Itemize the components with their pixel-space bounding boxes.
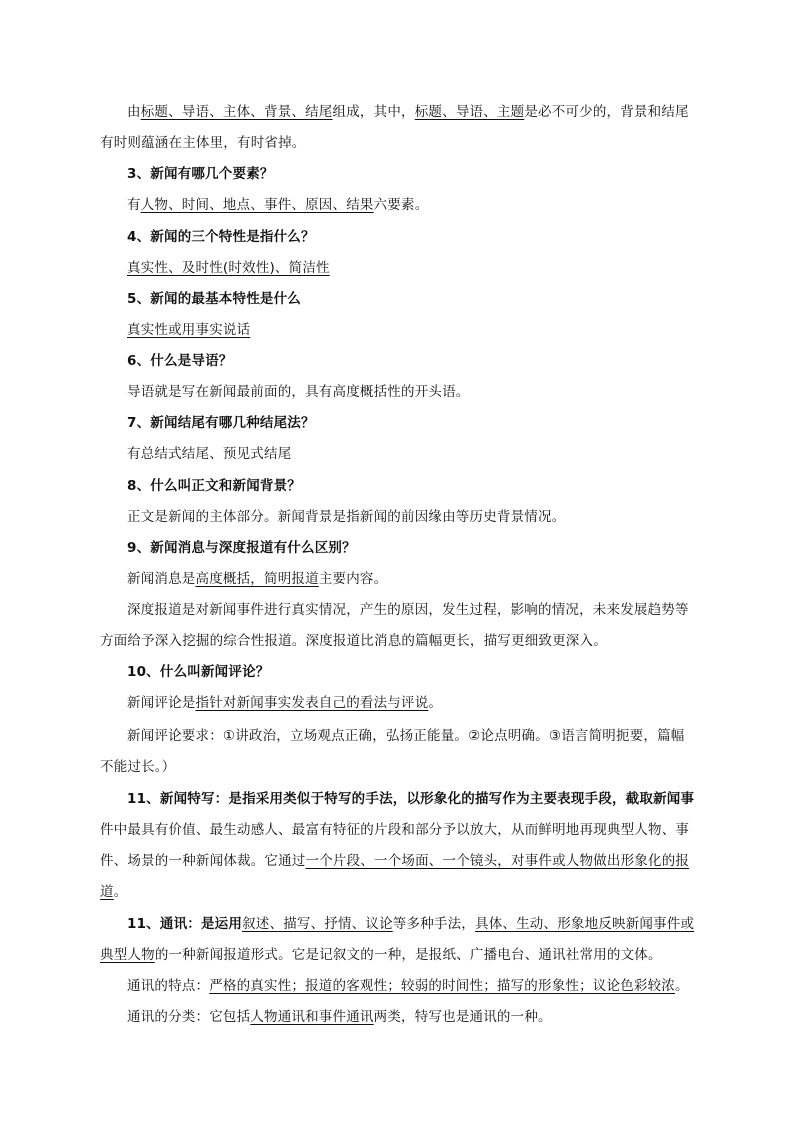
question-heading: 5、新闻的最基本特性是什么 [127, 291, 301, 307]
underlined-text: 标题、导语、主体、背景、结尾 [140, 104, 333, 120]
answer-line: 方面给予深入挖掘的综合性报道。深度报道比消息的篇幅更长，描写更细致更深入。 [100, 633, 607, 649]
underlined-text: 标题、导语、主题 [414, 104, 525, 120]
text-span: 组成，其中， [332, 104, 415, 120]
question-heading: 3、新闻有哪几个要素？ [127, 166, 274, 182]
text-span: 。 [428, 695, 443, 711]
paragraph-line [100, 851, 689, 871]
text-span: 新闻评论是 [127, 695, 196, 711]
underlined-text: 道 [100, 884, 114, 900]
underlined-text: 指针对新闻事实发表自己的看法与评说 [195, 695, 429, 711]
text-span: 通讯的分类：它包括 [127, 1009, 251, 1025]
underlined-text: 人物、时间、地点、事件、原因、结果 [140, 197, 374, 213]
text-span: 主要内容。 [318, 571, 388, 587]
text-span: 11、新闻特写：是指采用类似于特写的手法，以形象化的描写作为主要表现手段，截取新闻事 [127, 791, 695, 807]
text-span: 是必不可少的，背景和结尾 [524, 104, 689, 120]
text-span: 11、通讯：是运用 [127, 916, 243, 932]
paragraph-line: 件中最具有价值、最生动感人、最富有特征的片段和部分予以放大，从而鲜明地再现典型人物、事 [100, 822, 690, 838]
question-heading: 7、新闻结尾有哪几种结尾法？ [127, 415, 315, 431]
paragraph-line [127, 789, 694, 809]
question-heading: 9、新闻消息与深度报道有什么区别？ [127, 540, 356, 556]
text-span: 。 [675, 978, 689, 994]
text-span: 两类，特写也是通讯的一种。 [373, 1009, 552, 1025]
underlined-text: 人物通讯和事件通讯 [250, 1009, 374, 1025]
text-span: 由 [127, 104, 141, 120]
paragraph-line [127, 102, 689, 122]
answer-line: 新闻评论要求：①讲政治，立场观点正确，弘扬正能量。②论点明确。③语言简明扼要，篇幅 [127, 728, 685, 744]
answer-line [127, 195, 428, 215]
underlined-text: 高度概括，简明报道 [195, 571, 319, 587]
question-heading: 8、什么叫正文和新闻背景？ [127, 478, 301, 494]
text-span: 通讯的特点： [127, 978, 210, 994]
underlined-text: 叙述、描写、抒情、议论 [242, 916, 393, 932]
paragraph-line [127, 1007, 552, 1027]
answer-line: 深度报道是对新闻事件进行真实情况，产生的原因，发生过程，影响的情况，未来发展趋势等 [127, 602, 689, 618]
answer-line: 导语就是写在新闻最前面的，具有高度概括性的开头语。 [127, 384, 470, 400]
answer-line: 正文是新闻的主体部分。新闻背景是指新闻的前因缘由等历史背景情况。 [127, 509, 566, 525]
question-heading: 10、什么叫新闻评论？ [127, 664, 270, 680]
text-span: 有 [127, 197, 141, 213]
paragraph-line: 有时则蕴涵在主体里，有时省掉。 [100, 135, 306, 151]
underlined-text: 一个片段、一个场面、一个镜头，对事件或人物做出形象化的报 [305, 853, 690, 869]
answer-line [127, 693, 442, 713]
text-span: 件、场景的一种新闻体裁。它通过 [100, 853, 306, 869]
question-heading: 6、什么是导语？ [127, 353, 233, 369]
paragraph-line [100, 945, 662, 965]
underlined-text: 具体、生动、形象地反映新闻事件或 [475, 916, 695, 932]
underlined-text: 典型人物 [100, 947, 155, 963]
underlined-text: 严格的真实性；报道的客观性；较弱的时间性；描写的形象性；议论色彩较浓 [209, 978, 676, 994]
answer-line: 真实性、及时性(时效性)、简洁性 [127, 260, 330, 276]
answer-line: 不能过长。） [100, 759, 176, 775]
answer-line [127, 569, 387, 589]
paragraph-line [100, 882, 127, 902]
paragraph-line [127, 976, 689, 996]
text-span: 的一种新闻报道形式。它是记叙文的一种，是报纸、广播电台、通讯社常用的文体。 [154, 947, 662, 963]
question-heading: 4、新闻的三个特性是指什么？ [127, 229, 315, 245]
paragraph-line [127, 914, 694, 934]
answer-line: 有总结式结尾、预见式结尾 [127, 446, 292, 462]
text-span: 等多种手法， [392, 916, 475, 932]
text-span: 。 [113, 884, 128, 900]
text-span: 新闻消息是 [127, 571, 196, 587]
text-span: 六要素。 [373, 197, 429, 213]
answer-line: 真实性或用事实说话 [127, 322, 251, 338]
